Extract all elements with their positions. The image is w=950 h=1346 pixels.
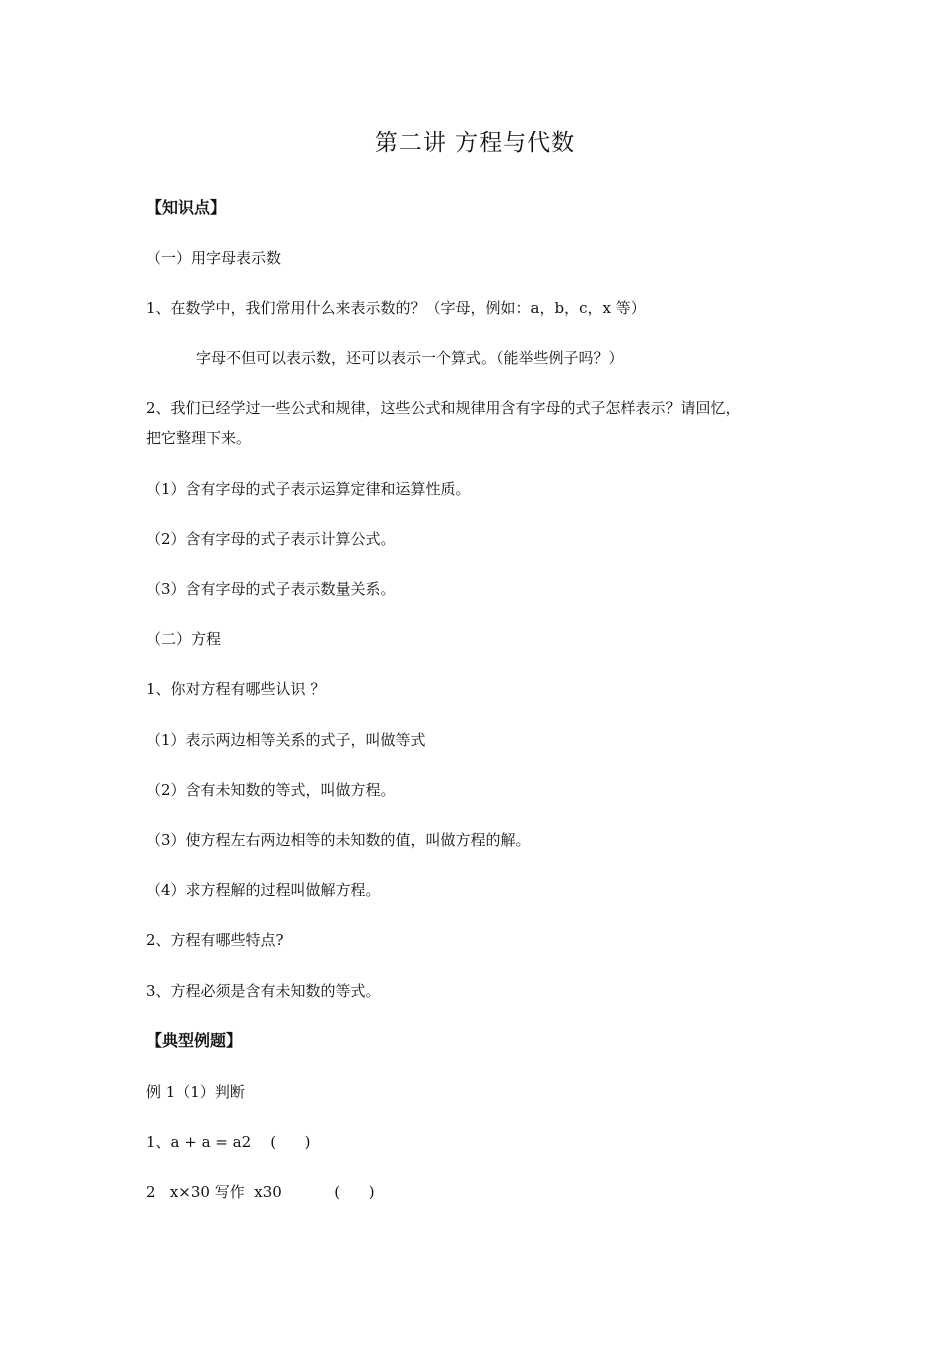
example-1-label: 例 1（1）判断 bbox=[146, 1083, 245, 1101]
section-heading-equations: （二）方程 bbox=[146, 630, 222, 648]
list-item: （1）表示两边相等关系的式子，叫做等式 bbox=[146, 731, 426, 749]
paragraph-2-line-1: 2、我们已经学过一些公式和规律，这些公式和规律用含有字母的式子怎样表示？请回忆， bbox=[146, 399, 741, 417]
question-1: 1、你对方程有哪些认识 ？ bbox=[146, 680, 326, 698]
question-2: 2、方程有哪些特点? bbox=[146, 931, 284, 949]
example-1-item-1: 1、a + a = a2 ( ) bbox=[146, 1133, 311, 1151]
list-item: （1）含有字母的式子表示运算定律和运算性质。 bbox=[146, 480, 471, 498]
list-item: （2）含有未知数的等式，叫做方程。 bbox=[146, 781, 396, 799]
paragraph-1: 1、在数学中，我们常用什么来表示数的？（字母，例如：a，b，c，x 等） bbox=[146, 299, 646, 317]
page-title: 第二讲 方程与代数 bbox=[374, 130, 576, 156]
paragraph-1-indent: 字母不但可以表示数，还可以表示一个算式。（能举些例子吗？） bbox=[196, 349, 624, 367]
example-1-item-2: 2 x×30 写作 x30 ( ) bbox=[146, 1183, 375, 1201]
examples-heading: 【典型例题】 bbox=[146, 1031, 243, 1050]
section-heading-letters: （一）用字母表示数 bbox=[146, 249, 282, 267]
question-3: 3、方程必须是含有未知数的等式。 bbox=[146, 982, 381, 1000]
list-item: （4）求方程解的过程叫做解方程。 bbox=[146, 881, 381, 899]
knowledge-heading: 【知识点】 bbox=[146, 198, 227, 217]
list-item: （3）使方程左右两边相等的未知数的值，叫做方程的解。 bbox=[146, 831, 531, 849]
paragraph-2-line-2: 把它整理下来。 bbox=[146, 429, 252, 447]
list-item: （2）含有字母的式子表示计算公式。 bbox=[146, 530, 396, 548]
list-item: （3）含有字母的式子表示数量关系。 bbox=[146, 580, 396, 598]
